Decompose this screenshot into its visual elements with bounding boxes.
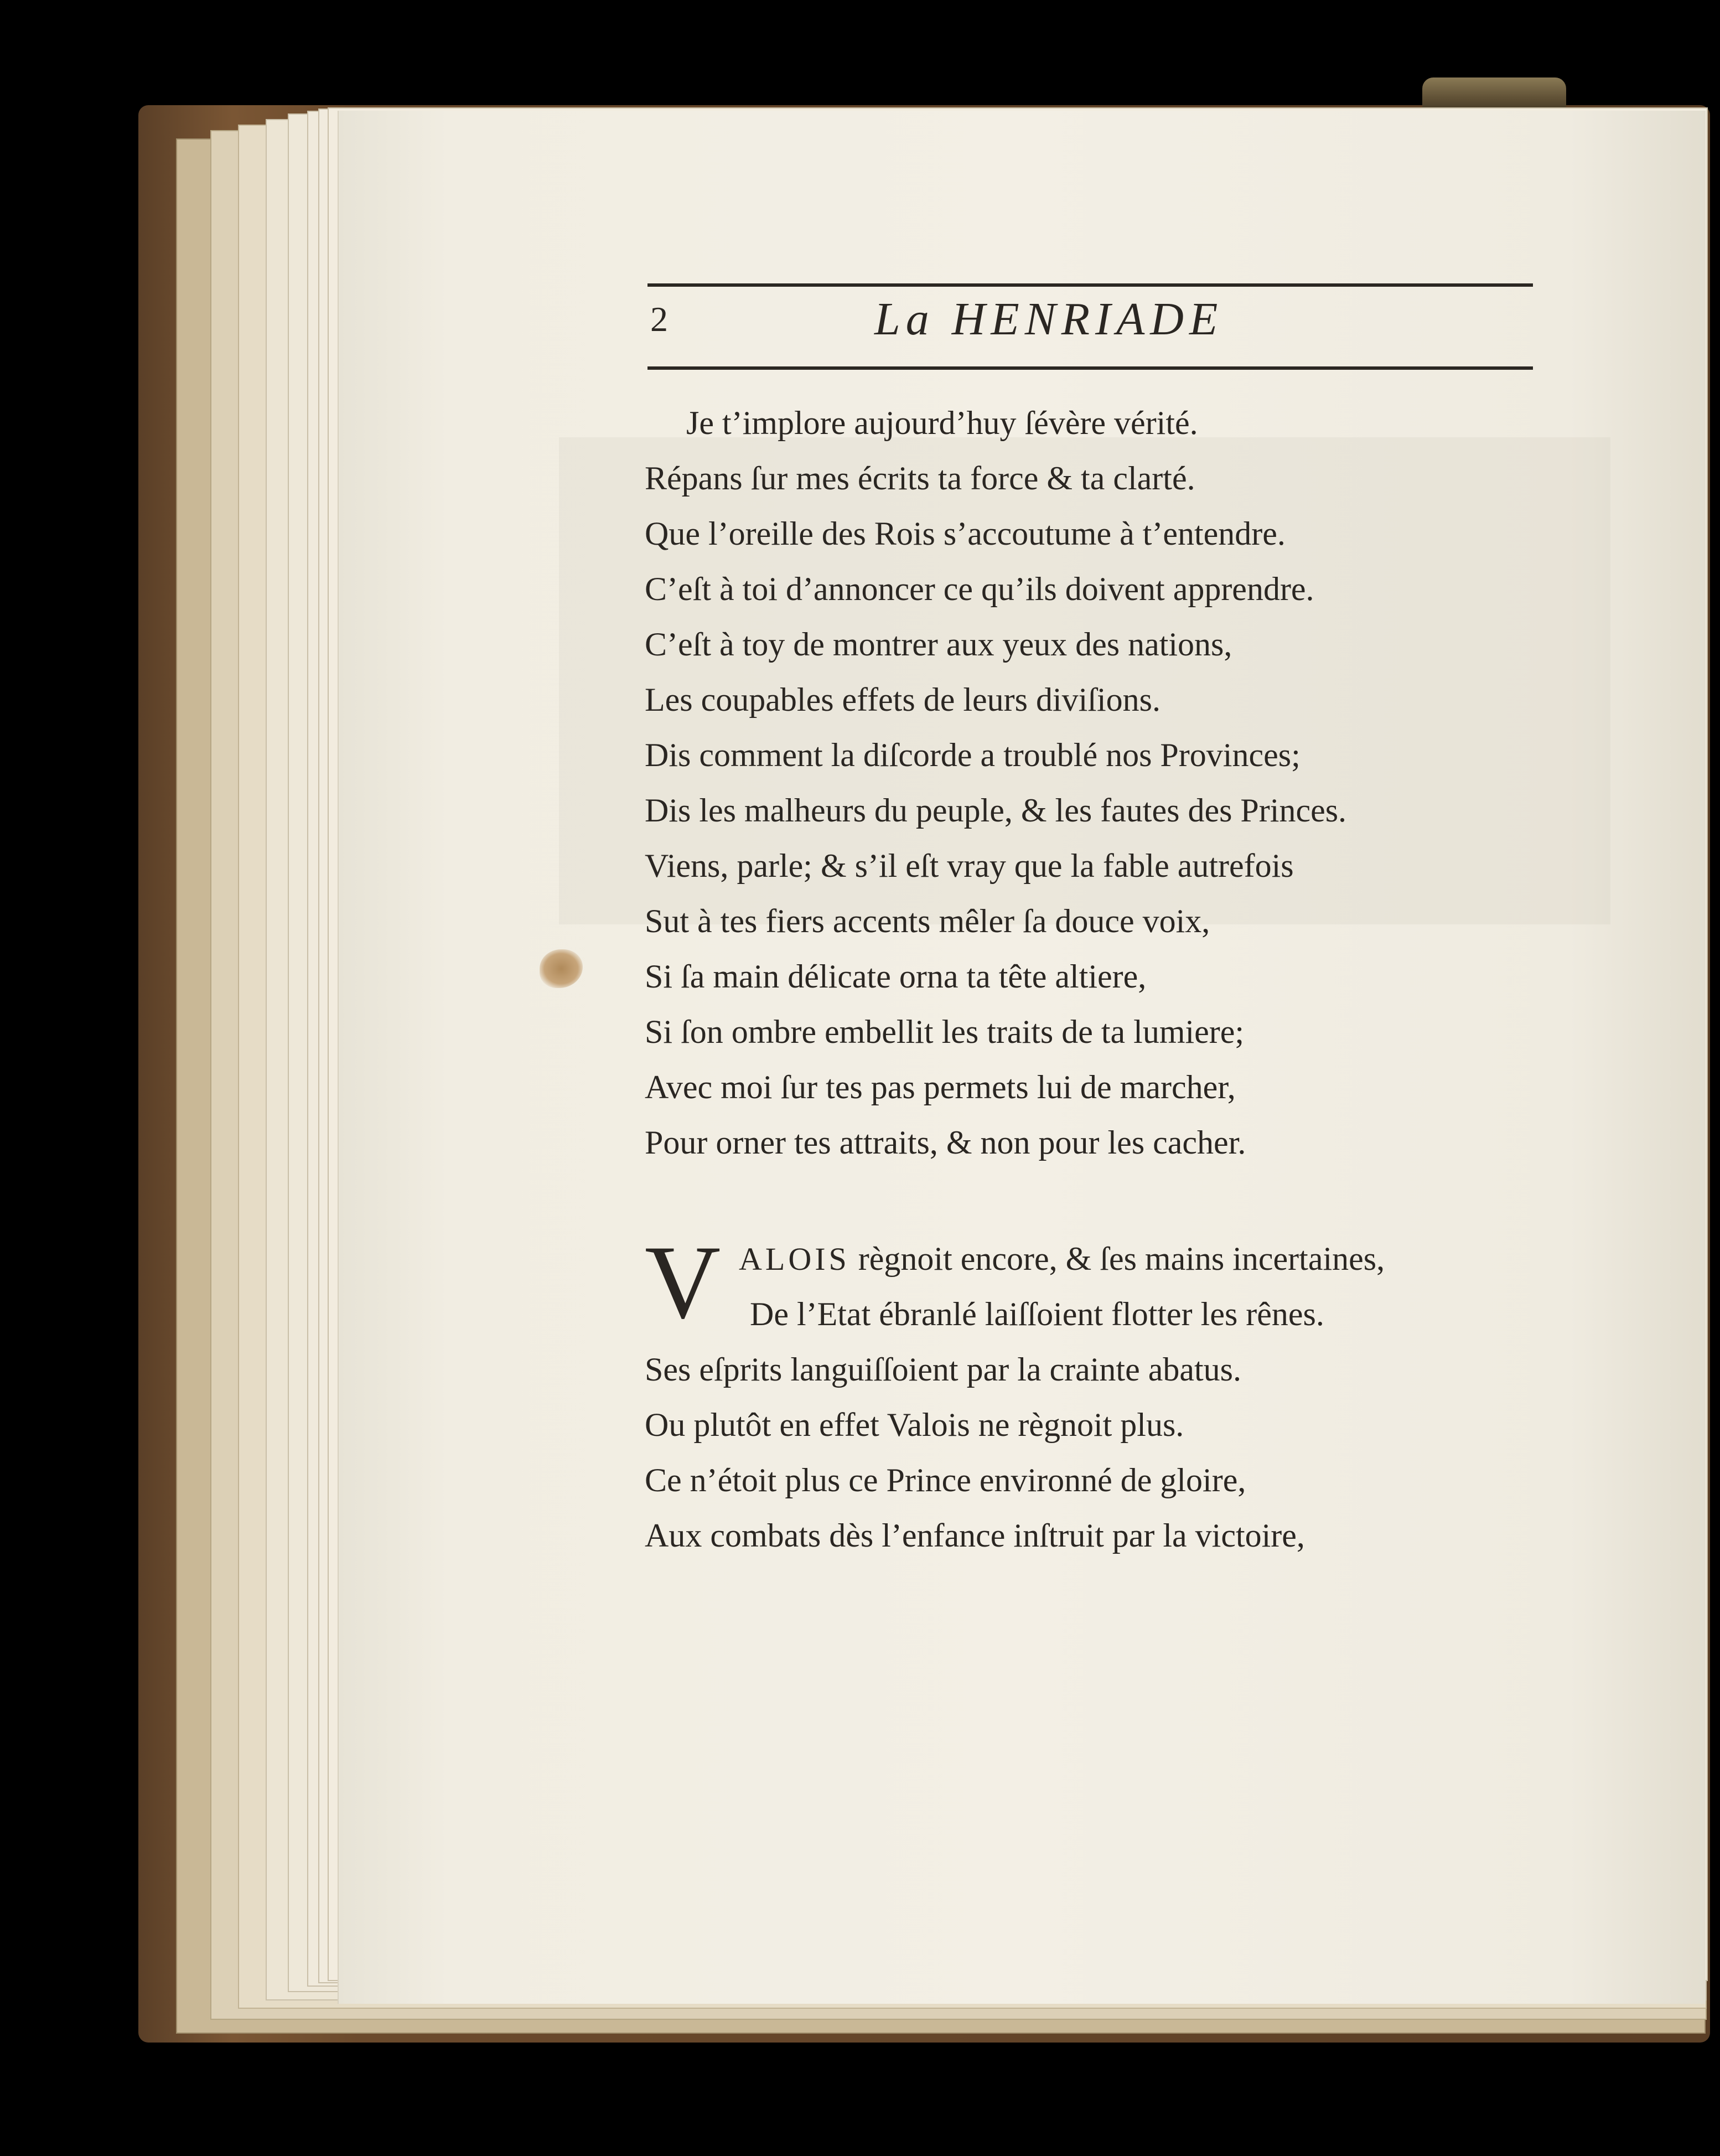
running-head: La HENRIADE bbox=[874, 293, 1224, 345]
verse-line: C’eſt à toy de montrer aux yeux des nations, bbox=[645, 626, 1232, 663]
verse-line: Dis les malheurs du peuple, & les fautes des Princes. bbox=[645, 792, 1347, 829]
book-page bbox=[338, 111, 1706, 2004]
verse-line: Si ſa main délicate orna ta tête altiere, bbox=[645, 958, 1147, 995]
header-rule-bottom bbox=[647, 366, 1533, 370]
verse-line: Sut à tes fiers accents mêler ſa douce voix, bbox=[645, 903, 1210, 939]
verse-line: Je t’implore aujourd’huy ſévère vérité. bbox=[686, 405, 1198, 441]
verse-line: Pour orner tes attraits, & non pour les cacher. bbox=[645, 1124, 1246, 1161]
verse-line: Dis comment la diſcorde a troublé nos Provinces; bbox=[645, 737, 1301, 773]
verse-line: De l’Etat ébranlé laiſſoient flotter les rênes. bbox=[750, 1296, 1324, 1332]
verse-line: C’eſt à toi d’annoncer ce qu’ils doivent apprendre. bbox=[645, 571, 1314, 607]
verse-line: Répans ſur mes écrits ta force & ta clarté. bbox=[645, 460, 1195, 497]
first-word-caps: ALOIS bbox=[739, 1241, 850, 1277]
verse-line: Ses eſprits languiſſoient par la crainte abatus. bbox=[645, 1351, 1242, 1388]
verse-line: Si ſon ombre embellit les traits de ta lumiere; bbox=[645, 1014, 1245, 1050]
verse-line: Les coupables effets de leurs diviſions. bbox=[645, 681, 1161, 718]
drop-cap: V bbox=[645, 1224, 721, 1341]
verse-line: Viens, parle; & s’il eſt vray que la fable autrefois bbox=[645, 847, 1294, 884]
verse-line: Avec moi ſur tes pas permets lui de marcher, bbox=[645, 1069, 1236, 1105]
first-line-rest: règnoit encore, & ſes mains incertaines, bbox=[858, 1240, 1385, 1277]
verse-line-first bbox=[739, 1240, 1385, 1278]
verse-line: Que l’oreille des Rois s’accoutume à t’entendre. bbox=[645, 515, 1286, 552]
verse-line: Ou plutôt en effet Valois ne règnoit plus. bbox=[645, 1407, 1184, 1443]
header-rule-top bbox=[647, 283, 1533, 287]
verse-line: Aux combats dès l’enfance inſtruit par la victoire, bbox=[645, 1517, 1305, 1554]
verse-line: Ce n’étoit plus ce Prince environné de gloire, bbox=[645, 1462, 1246, 1498]
page-number: 2 bbox=[650, 299, 668, 339]
